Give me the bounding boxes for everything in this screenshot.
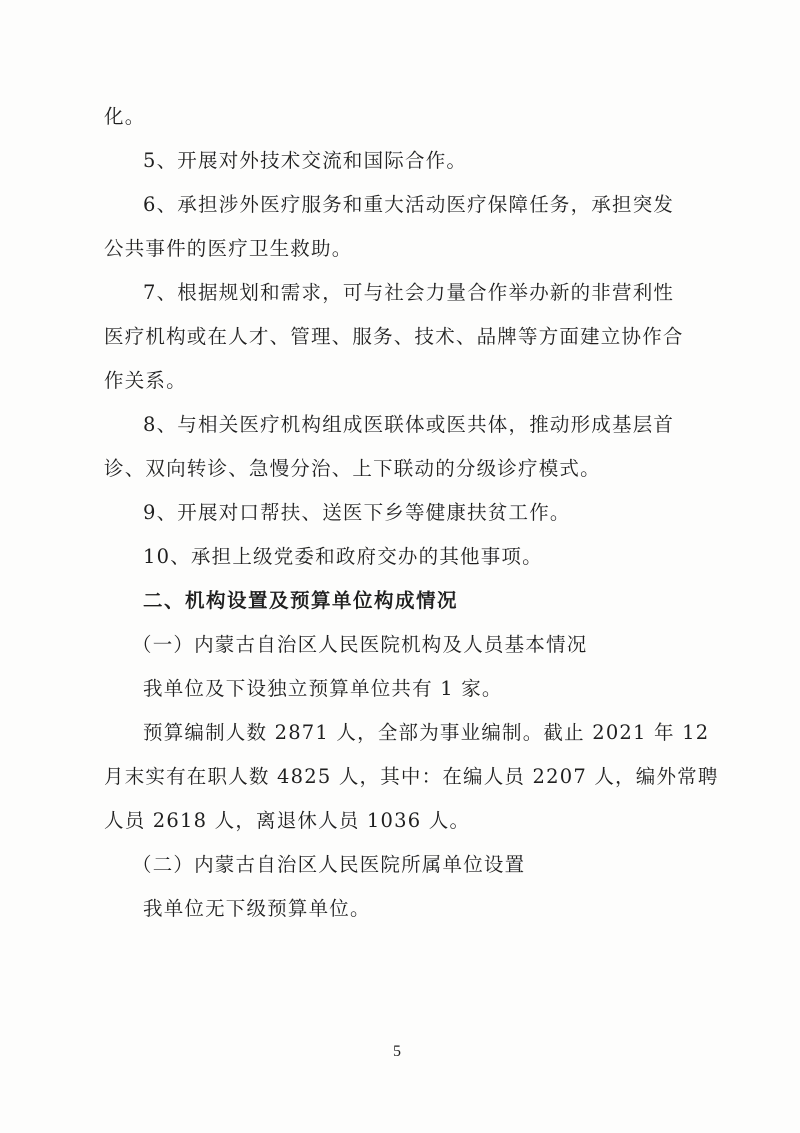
list-item-7: 7、根据规划和需求，可与社会力量合作举办新的非营利性 [143,281,675,304]
list-item-9: 9、开展对口帮扶、送医下乡等健康扶贫工作。 [143,501,571,524]
paragraph-line: 诊、双向转诊、急慢分治、上下联动的分级诊疗模式。 [104,457,601,480]
paragraph-line: 我单位及下设独立预算单位共有 1 家。 [143,677,503,700]
list-item-8: 8、与相关医疗机构组成医联体或医共体，推动形成基层首 [143,413,675,436]
paragraph-line: 月末实有在职人数 4825 人，其中：在编人员 2207 人，编外常聘 [104,765,719,788]
paragraph-line: 医疗机构或在人才、管理、服务、技术、品牌等方面建立协作合 [104,325,684,348]
paragraph-line: 我单位无下级预算单位。 [143,897,371,920]
list-item-10: 10、承担上级党委和政府交办的其他事项。 [143,545,543,568]
subsection-heading: （二）内蒙古自治区人民医院所属单位设置 [132,853,526,876]
page-number: 5 [393,1043,401,1060]
paragraph-line: 公共事件的医疗卫生救助。 [104,237,353,260]
list-item-5: 5、开展对外技术交流和国际合作。 [143,149,468,172]
subsection-heading: （一）内蒙古自治区人民医院机构及人员基本情况 [132,633,588,656]
section-heading: 二、机构设置及预算单位构成情况 [143,589,459,612]
paragraph-line: 化。 [104,105,146,128]
paragraph-line: 预算编制人数 2871 人，全部为事业编制。截止 2021 年 12 [143,721,710,744]
paragraph-line: 人员 2618 人，离退休人员 1036 人。 [104,809,471,832]
list-item-6: 6、承担涉外医疗服务和重大活动医疗保障任务，承担突发 [143,193,675,216]
paragraph-line: 作关系。 [104,369,187,392]
